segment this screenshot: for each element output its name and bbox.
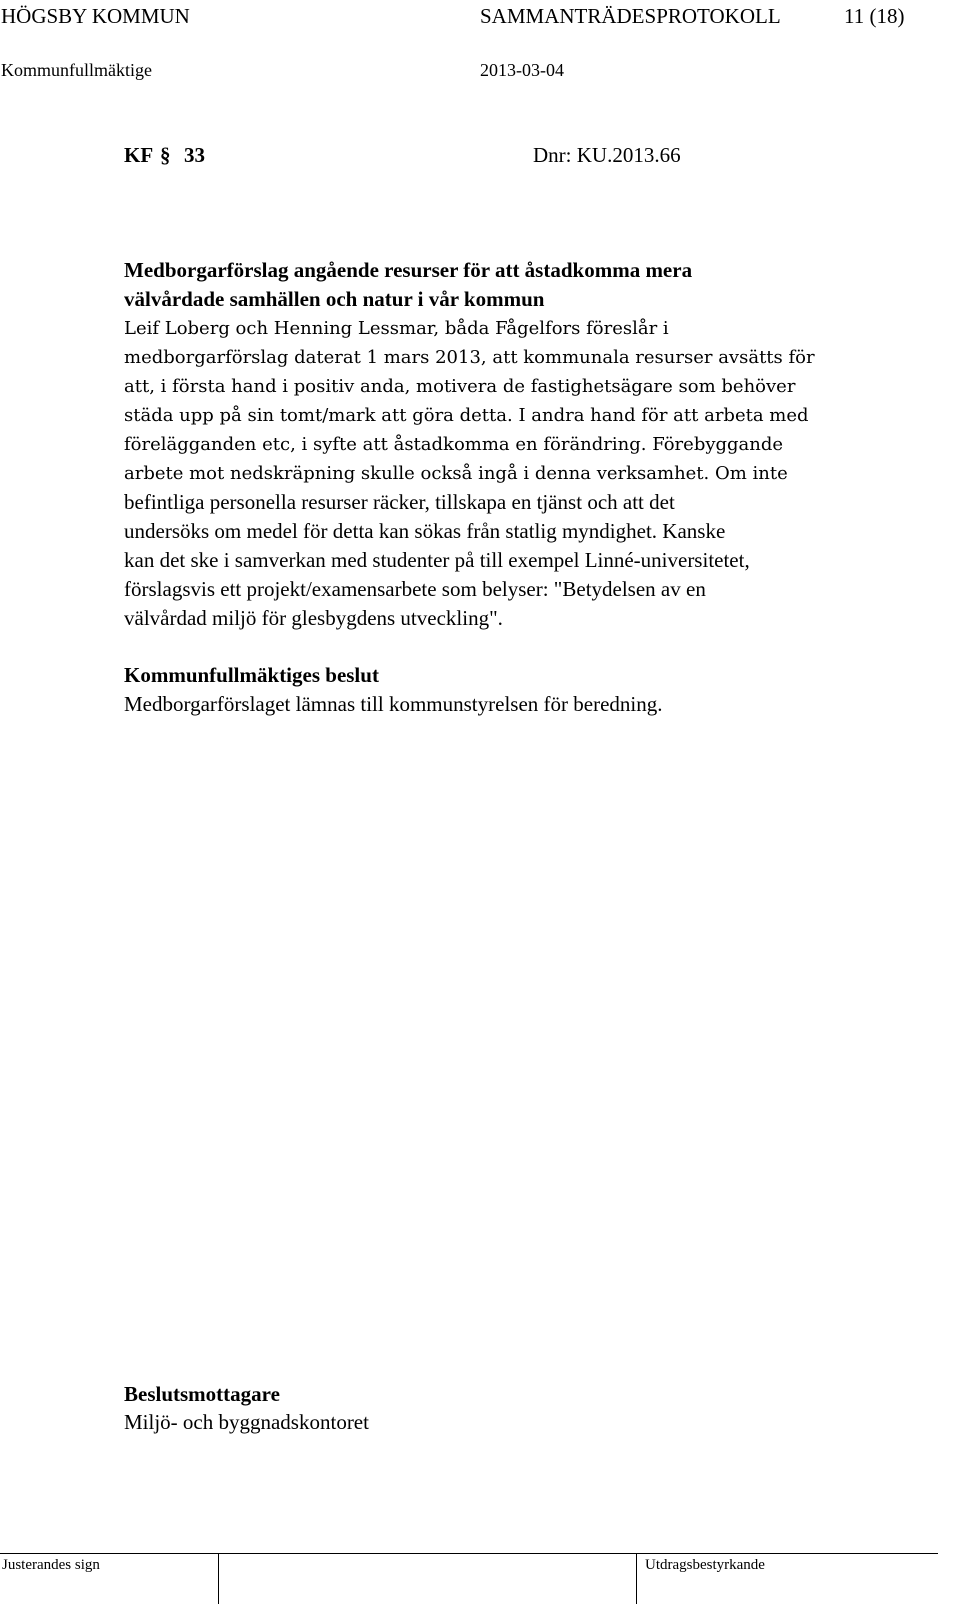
- signature-box-divider: [218, 1554, 219, 1604]
- body-line: städa upp på sin tomt/mark att göra detta. I andra hand för att arbeta med: [124, 405, 809, 426]
- body-line: arbete mot nedskräpning skulle också ingå i denna verksamhet. Om inte: [124, 463, 788, 484]
- page-number: 11 (18): [844, 4, 905, 28]
- case-content: [124, 256, 924, 719]
- decision-heading: Kommunfullmäktiges beslut: [124, 663, 379, 687]
- body-line: att, i första hand i positiv anda, motivera de fastighetsägare som behöver: [124, 376, 796, 397]
- body-line: kan det ske i samverkan med studenter på till exempel Linné-universitetet,: [124, 548, 750, 572]
- title-line: välvårdade samhällen och natur i vår kommun: [124, 287, 545, 311]
- certification-label: Utdragsbestyrkande: [645, 1557, 765, 1573]
- body-name: Kommunfullmäktige: [1, 60, 152, 80]
- body-line: medborgarförslag daterat 1 mars 2013, att kommunala resurser avsätts för: [124, 347, 815, 368]
- document-type: SAMMANTRÄDESPROTOKOLL: [480, 4, 781, 28]
- signature-label: Justerandes sign: [2, 1557, 100, 1573]
- case-number: Dnr: KU.2013.66: [533, 143, 681, 167]
- recipients-heading: Beslutsmottagare: [124, 1382, 280, 1406]
- body-line: Leif Loberg och Henning Lessmar, båda Fågelfors föreslår i: [124, 318, 669, 339]
- body-line: välvårdad miljö för glesbygdens utveckling".: [124, 606, 503, 630]
- recipients-value: Miljö- och byggnadskontoret: [124, 1410, 369, 1434]
- title-line: Medborgarförslag angående resurser för att åstadkomma mera: [124, 258, 693, 282]
- paragraph-number: 33: [184, 143, 205, 167]
- footer-divider: [0, 1553, 938, 1554]
- paragraph-prefix: KF: [124, 143, 154, 167]
- meeting-date: 2013-03-04: [480, 60, 564, 80]
- body-line: förelägganden etc, i syfte att åstadkomma en förändring. Förebyggande: [124, 434, 784, 455]
- body-line: förslagsvis ett projekt/examensarbete som belyser: "Betydelsen av en: [124, 577, 706, 601]
- decision-text: Medborgarförslaget lämnas till kommunstyrelsen för beredning.: [124, 692, 663, 716]
- organization-name: HÖGSBY KOMMUN: [1, 4, 190, 28]
- case-description: [124, 314, 924, 633]
- case-title: [124, 256, 924, 314]
- certification-box-divider: [636, 1554, 637, 1604]
- body-line: befintliga personella resurser räcker, tillskapa en tjänst och att det: [124, 490, 675, 514]
- body-line: undersöks om medel för detta kan sökas från statlig myndighet. Kanske: [124, 519, 726, 543]
- section-symbol: §: [160, 143, 171, 167]
